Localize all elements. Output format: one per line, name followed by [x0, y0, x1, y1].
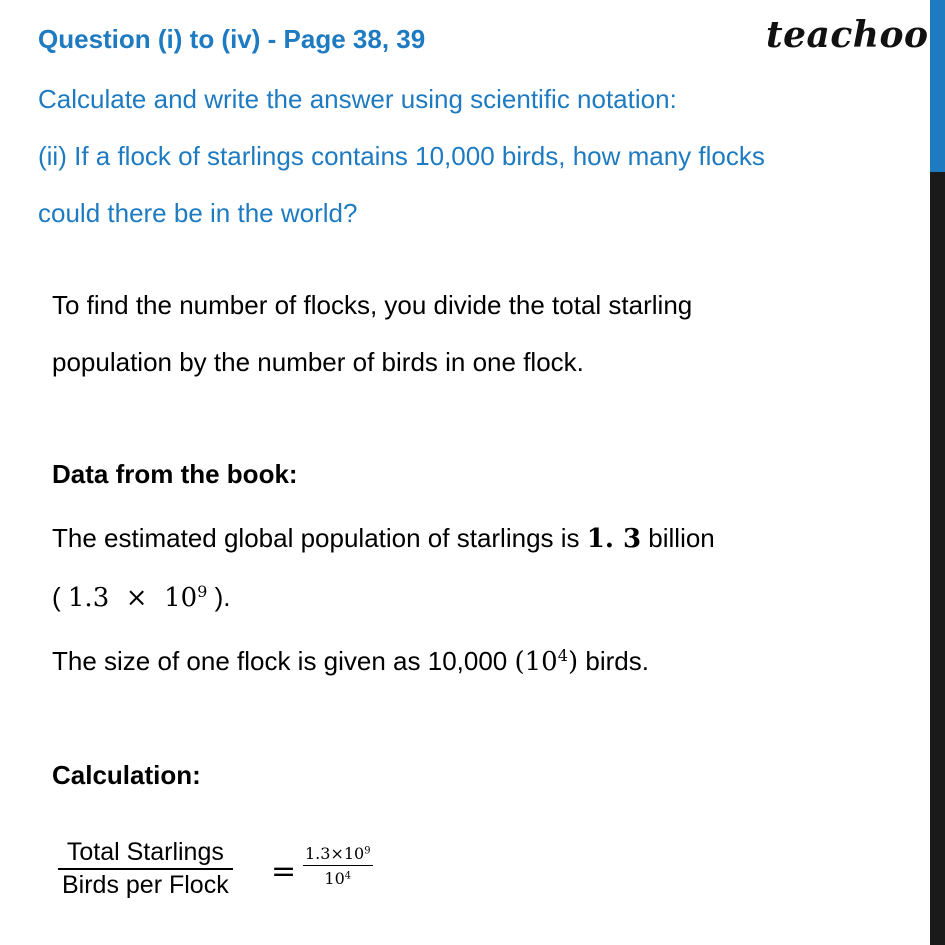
data-heading: Data from the book: — [52, 459, 298, 489]
population-suffix: billion — [641, 523, 715, 553]
population-value: 1. 3 — [586, 524, 642, 554]
rhs-num-exponent: 9 — [364, 845, 371, 857]
intro-line-1: To find the number of flocks, you divide the total starling — [52, 290, 693, 320]
numeric-fraction — [303, 844, 373, 888]
calculation-heading: Calculation: — [52, 760, 201, 790]
flock-math-open: (10 — [514, 647, 558, 677]
sci-mantissa: 1.3 × 10 — [67, 583, 198, 613]
equals-sign: = — [271, 854, 297, 889]
question-reference: Question (i) to (iv) - Page 38, 39 — [38, 24, 426, 54]
question-text-line-3: could there be in the world? — [38, 198, 358, 228]
rhs-den-exponent: 4 — [344, 870, 352, 882]
side-accent-bar — [930, 0, 945, 945]
word-fraction — [58, 838, 233, 900]
flock-math-exponent: 4 — [557, 646, 568, 666]
numeric-fraction-denominator — [322, 866, 353, 888]
side-accent-bar-dark — [930, 172, 945, 945]
rhs-den-base: 10 — [324, 869, 345, 888]
population-prefix: The estimated global population of starlings is — [52, 523, 587, 553]
population-scientific — [52, 582, 231, 613]
numeric-fraction-numerator — [303, 844, 373, 865]
population-statement — [52, 523, 715, 554]
intro-line-2: population by the number of birds in one flock. — [52, 347, 584, 377]
flock-size-statement — [52, 646, 649, 677]
rhs-num-base: 1.3×10 — [305, 844, 365, 863]
word-fraction-denominator: Birds per Flock — [62, 871, 229, 899]
sci-open: ( — [52, 582, 68, 612]
brand-logo: teachoo — [766, 14, 929, 56]
side-accent-bar-blue — [930, 0, 945, 172]
question-text-line-2: (ii) If a flock of starlings contains 10,000 birds, how many flocks — [38, 141, 765, 171]
word-fraction-numerator: Total Starlings — [66, 838, 224, 866]
flock-math-close: ) — [567, 647, 579, 677]
sci-close: ). — [207, 582, 231, 612]
flock-prefix: The size of one flock is given as 10,000 — [52, 646, 515, 676]
question-text-line-1: Calculate and write the answer using scientific notation: — [38, 84, 677, 114]
sci-exponent: 9 — [197, 582, 208, 602]
flock-suffix: birds. — [578, 646, 649, 676]
